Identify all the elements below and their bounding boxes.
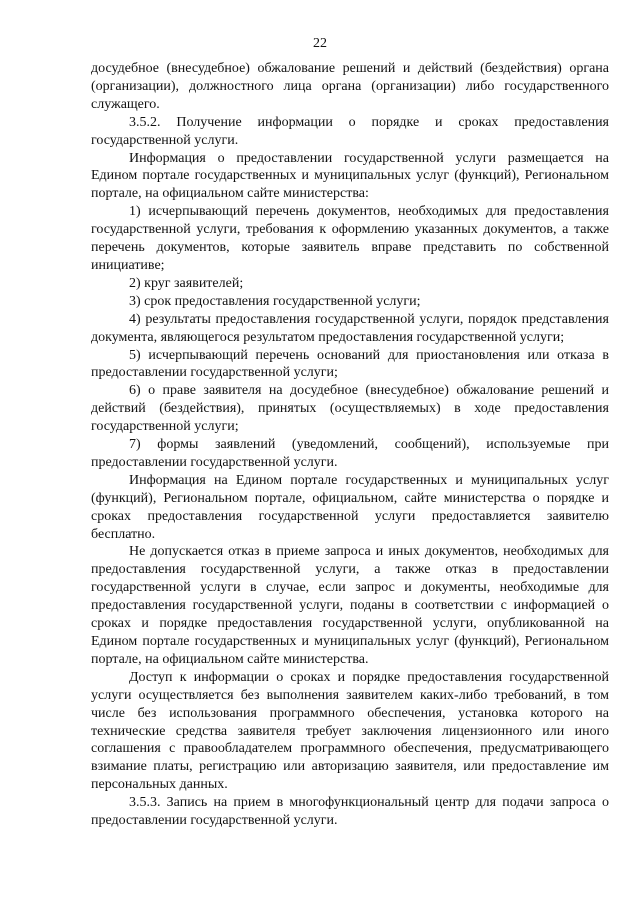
list-item-5: 5) исчерпывающий перечень оснований для приостановления или отказа в предоставлении государственной услуги; (91, 347, 609, 381)
list-item-2: 2) круг заявителей; (129, 275, 244, 291)
page-number: 22 (313, 36, 327, 51)
paragraph-free-info: Информация на Едином портале государственных и муниципальных услуг (функций), Региональном портале, официальном, сайте министерства о порядке и сроках предоставления государственной услуги предоставляется заявителю бесплатно. (91, 472, 609, 542)
paragraph-info-placement: Информация о предоставлении государственной услуги размещается на Едином портале государственных и муниципальных услуг (функций), Региональном портале, на официальном сайте министерства: (91, 150, 609, 202)
paragraph-section-3-5-2: 3.5.2. Получение информации о порядке и сроках предоставления государственной услуги. (91, 114, 609, 148)
list-item-7: 7) формы заявлений (уведомлений, сообщений), используемые при предоставлении государственной услуги. (91, 437, 609, 470)
list-item-1: 1) исчерпывающий перечень документов, необходимых для предоставления государственной услуги, требования к оформлению указанных документов, а также перечень документов, которые заявитель вправе представить по собственной инициативе; (91, 204, 609, 273)
paragraph-access: Доступ к информации о сроках и порядке предоставления государственной услуги осуществляется без выполнения заявителем каких-либо требований, в том числе без использования программного обеспечения, установка которого на технические средства заявителя требует заключения лицензионного или иного соглашения с правообладателем программного обеспечения, предусматривающего взимание платы, регистрацию или авторизацию заявителя, или предоставление им персональных данных. (91, 669, 609, 793)
list-item-3: 3) срок предоставления государственной услуги; (129, 293, 421, 309)
list-item-6: 6) о праве заявителя на досудебное (внесудебное) обжалование решений и действий (бездействия), принятых (осуществляемых) в ходе предоставления государственной услуги; (91, 383, 609, 435)
paragraph-no-refusal: Не допускается отказ в приеме запроса и иных документов, необходимых для предоставления государственной услуги, а также отказ в предоставлении государственной услуги в случае, если запрос и документы, необходимые для предоставления государственной услуги, поданы в соответствии с информацией о сроках и порядке предоставления государственной услуги, опубликованной на Едином портале государственных и муниципальных услуг (функций), Региональном портале, на официальном сайте министерства. (91, 544, 609, 667)
document-body (91, 60, 609, 830)
list-item-4: 4) результаты предоставления государственной услуги, порядок представления документа, являющегося результатом предоставления государственной услуги; (91, 311, 609, 345)
paragraph-continuation: досудебное (внесудебное) обжалование решений и действий (бездействия) органа (организации), должностного лица органа (организации) либо государственного служащего. (91, 61, 609, 112)
paragraph-section-3-5-3: 3.5.3. Запись на прием в многофункциональный центр для подачи запроса о предоставлении государственной услуги. (91, 795, 609, 829)
